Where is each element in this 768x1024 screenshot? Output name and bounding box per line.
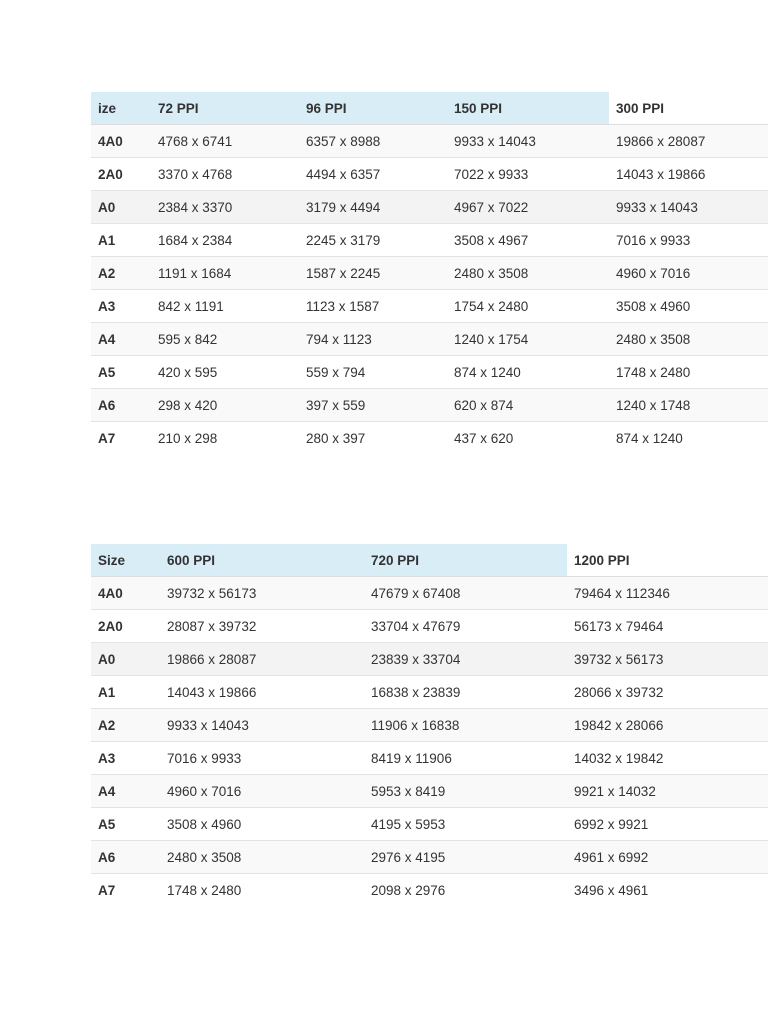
table-row — [91, 775, 768, 808]
value-cell: 3496 x 4961 — [567, 874, 768, 907]
value-cell: 4768 x 6741 — [151, 125, 299, 158]
value-cell: 2480 x 3508 — [447, 257, 609, 290]
value-cell: 397 x 559 — [299, 389, 447, 422]
table-row — [91, 577, 768, 610]
value-cell: 11906 x 16838 — [364, 709, 567, 742]
value-cell: 1748 x 2480 — [609, 356, 768, 389]
value-cell: 2480 x 3508 — [609, 323, 768, 356]
value-cell: 3508 x 4960 — [609, 290, 768, 323]
value-cell: 2245 x 3179 — [299, 224, 447, 257]
value-cell: 14043 x 19866 — [609, 158, 768, 191]
size-cell: A0 — [91, 191, 151, 224]
size-cell: A2 — [91, 257, 151, 290]
value-cell: 4195 x 5953 — [364, 808, 567, 841]
table-row — [91, 874, 768, 907]
header-150-ppi: 150 PPI — [447, 92, 609, 125]
value-cell: 2098 x 2976 — [364, 874, 567, 907]
size-cell: 2A0 — [91, 610, 160, 643]
table-row — [91, 808, 768, 841]
size-cell: A1 — [91, 676, 160, 709]
value-cell: 2976 x 4195 — [364, 841, 567, 874]
value-cell: 3508 x 4967 — [447, 224, 609, 257]
header-row — [91, 92, 768, 125]
value-cell: 28066 x 39732 — [567, 676, 768, 709]
value-cell: 4960 x 7016 — [160, 775, 364, 808]
value-cell: 19866 x 28087 — [160, 643, 364, 676]
table-row — [91, 643, 768, 676]
value-cell: 79464 x 112346 — [567, 577, 768, 610]
value-cell: 8419 x 11906 — [364, 742, 567, 775]
size-cell: 4A0 — [91, 577, 160, 610]
table-body — [91, 577, 768, 907]
value-cell: 39732 x 56173 — [160, 577, 364, 610]
value-cell: 2480 x 3508 — [160, 841, 364, 874]
header-96-ppi: 96 PPI — [299, 92, 447, 125]
table-row — [91, 610, 768, 643]
value-cell: 9921 x 14032 — [567, 775, 768, 808]
value-cell: 210 x 298 — [151, 422, 299, 455]
value-cell: 1240 x 1748 — [609, 389, 768, 422]
value-cell: 437 x 620 — [447, 422, 609, 455]
size-cell: A2 — [91, 709, 160, 742]
size-cell: A1 — [91, 224, 151, 257]
value-cell: 14043 x 19866 — [160, 676, 364, 709]
header-720-ppi: 720 PPI — [364, 544, 567, 577]
value-cell: 1587 x 2245 — [299, 257, 447, 290]
table-row — [91, 389, 768, 422]
size-cell: A5 — [91, 808, 160, 841]
value-cell: 56173 x 79464 — [567, 610, 768, 643]
value-cell: 1748 x 2480 — [160, 874, 364, 907]
value-cell: 6357 x 8988 — [299, 125, 447, 158]
value-cell: 23839 x 33704 — [364, 643, 567, 676]
value-cell: 16838 x 23839 — [364, 676, 567, 709]
value-cell: 7016 x 9933 — [609, 224, 768, 257]
size-cell: A7 — [91, 422, 151, 455]
value-cell: 4960 x 7016 — [609, 257, 768, 290]
table-body — [91, 125, 768, 455]
value-cell: 420 x 595 — [151, 356, 299, 389]
value-cell: 595 x 842 — [151, 323, 299, 356]
size-cell: A4 — [91, 775, 160, 808]
value-cell: 28087 x 39732 — [160, 610, 364, 643]
value-cell: 874 x 1240 — [447, 356, 609, 389]
value-cell: 280 x 397 — [299, 422, 447, 455]
value-cell: 3370 x 4768 — [151, 158, 299, 191]
table-row — [91, 158, 768, 191]
size-cell: 2A0 — [91, 158, 151, 191]
value-cell: 19866 x 28087 — [609, 125, 768, 158]
size-cell: A4 — [91, 323, 151, 356]
table-row — [91, 356, 768, 389]
header-300-ppi: 300 PPI — [609, 92, 768, 125]
size-cell: A6 — [91, 841, 160, 874]
table-row — [91, 676, 768, 709]
ppi-table-high — [91, 544, 768, 906]
value-cell: 3508 x 4960 — [160, 808, 364, 841]
value-cell: 7022 x 9933 — [447, 158, 609, 191]
size-cell: A0 — [91, 643, 160, 676]
value-cell: 4967 x 7022 — [447, 191, 609, 224]
value-cell: 874 x 1240 — [609, 422, 768, 455]
value-cell: 842 x 1191 — [151, 290, 299, 323]
value-cell: 47679 x 67408 — [364, 577, 567, 610]
table-row — [91, 709, 768, 742]
value-cell: 298 x 420 — [151, 389, 299, 422]
table-row — [91, 422, 768, 455]
value-cell: 3179 x 4494 — [299, 191, 447, 224]
header-size: ize — [91, 92, 151, 125]
value-cell: 1191 x 1684 — [151, 257, 299, 290]
value-cell: 9933 x 14043 — [447, 125, 609, 158]
value-cell: 1123 x 1587 — [299, 290, 447, 323]
value-cell: 4494 x 6357 — [299, 158, 447, 191]
table-row — [91, 191, 768, 224]
table-header — [91, 92, 768, 125]
table-row — [91, 742, 768, 775]
size-cell: A7 — [91, 874, 160, 907]
value-cell: 1240 x 1754 — [447, 323, 609, 356]
size-cell: A3 — [91, 290, 151, 323]
table-row — [91, 290, 768, 323]
value-cell: 6992 x 9921 — [567, 808, 768, 841]
header-600-ppi: 600 PPI — [160, 544, 364, 577]
size-cell: A6 — [91, 389, 151, 422]
ppi-table-standard — [91, 92, 768, 454]
value-cell: 559 x 794 — [299, 356, 447, 389]
size-cell: A5 — [91, 356, 151, 389]
value-cell: 9933 x 14043 — [609, 191, 768, 224]
value-cell: 794 x 1123 — [299, 323, 447, 356]
table-header — [91, 544, 768, 577]
table-row — [91, 841, 768, 874]
table-row — [91, 257, 768, 290]
header-size: Size — [91, 544, 160, 577]
value-cell: 4961 x 6992 — [567, 841, 768, 874]
header-row — [91, 544, 768, 577]
value-cell: 39732 x 56173 — [567, 643, 768, 676]
value-cell: 7016 x 9933 — [160, 742, 364, 775]
value-cell: 19842 x 28066 — [567, 709, 768, 742]
value-cell: 5953 x 8419 — [364, 775, 567, 808]
header-72-ppi: 72 PPI — [151, 92, 299, 125]
value-cell: 14032 x 19842 — [567, 742, 768, 775]
value-cell: 33704 x 47679 — [364, 610, 567, 643]
size-cell: A3 — [91, 742, 160, 775]
value-cell: 1684 x 2384 — [151, 224, 299, 257]
value-cell: 1754 x 2480 — [447, 290, 609, 323]
value-cell: 9933 x 14043 — [160, 709, 364, 742]
table-row — [91, 125, 768, 158]
header-1200-ppi: 1200 PPI — [567, 544, 768, 577]
value-cell: 620 x 874 — [447, 389, 609, 422]
value-cell: 2384 x 3370 — [151, 191, 299, 224]
size-cell: 4A0 — [91, 125, 151, 158]
table-row — [91, 323, 768, 356]
table-row — [91, 224, 768, 257]
